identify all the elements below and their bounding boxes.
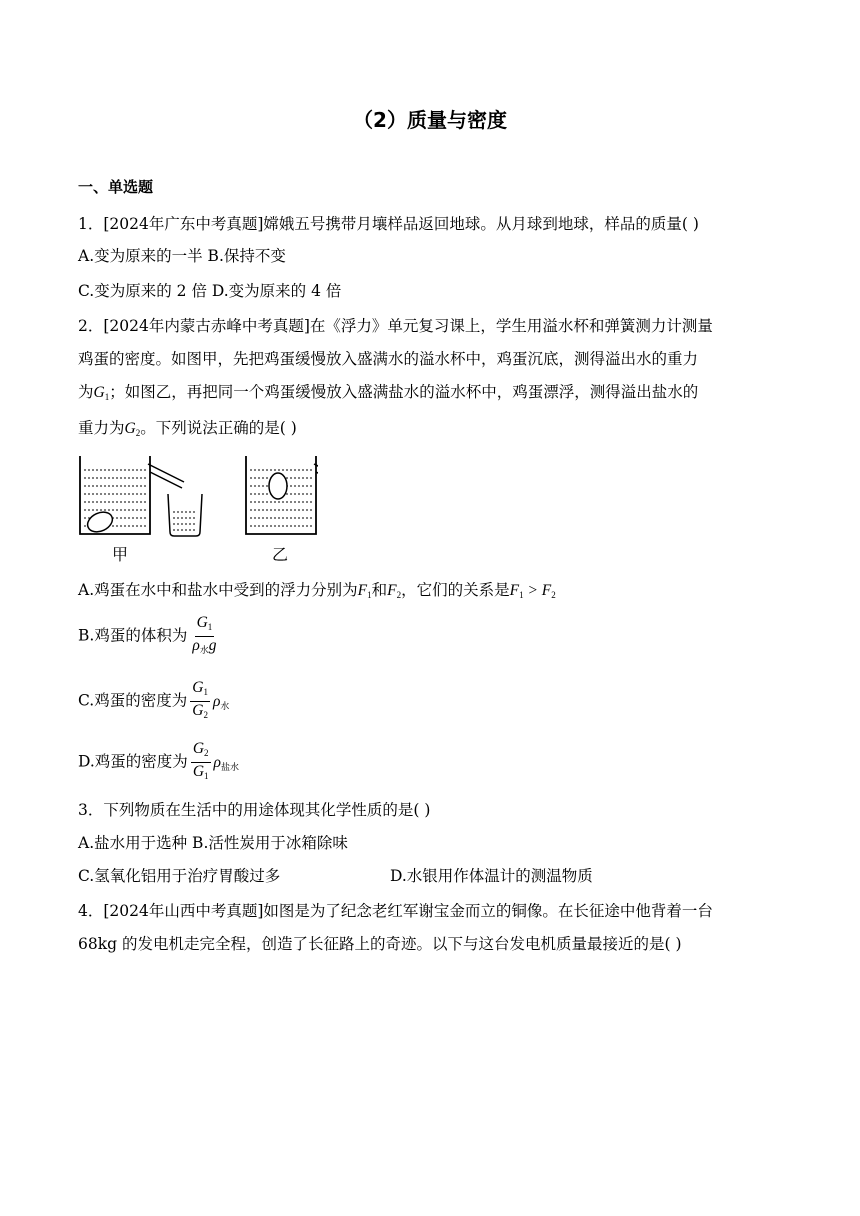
egg-icon [84,508,115,535]
overflow-cup-diagram [78,452,318,564]
q3-options-ab: A.盐水用于选种 B.活性炭用于冰箱除味 [78,834,348,852]
q2-stem-line1: 2．[2024年内蒙古赤峰中考真题]在《浮力》单元复习课上，学生用溢水杯和弹簧测力计测量 [78,317,713,335]
overflow-cup-jia [80,456,202,536]
fraction: $\frac{G_1}{G_2}$ [192,679,208,720]
q2-option-c: C.鸡蛋的密度为 $\frac{G_1}{G_2}$ $\rho_水$ [78,679,229,724]
page-title: （2）质量与密度 [353,108,507,132]
q1-stem: 1．[2024年广东中考真题]嫦娥五号携带月壤样品返回地球。从月球到地球，样品的质量( ) [78,215,699,233]
q3-option-d: D.水银用作体温计的测温物质 [390,867,593,885]
q2-option-d: D.鸡蛋的密度为 $\frac{G_2}{G_1}$ $\rho_{盐水}$ [78,740,239,785]
q2-stem-line2: 鸡蛋的密度。如图甲，先把鸡蛋缓慢放入盛满水的溢水杯中，鸡蛋沉底，测得溢出水的重力 [78,350,699,368]
figure-label-jia: 甲 [112,545,129,564]
egg-icon [269,473,287,499]
overflow-cup-yi [246,456,318,536]
q2-stem-line4: 重力为$G_2$。下列说法正确的是( ) [78,419,297,438]
q1-options-ab: A.变为原来的一半 B.保持不变 [78,247,286,265]
q2-option-a: A.鸡蛋在水中和盐水中受到的浮力分别为$F_1$和$F_2$，它们的关系是$F_1 > F_2$ [78,581,556,600]
q4-stem-line1: 4．[2024年山西中考真题]如图是为了纪念老红军谢宝金而立的铜像。在长征途中他背着一台 [78,902,713,920]
q2-stem-line3: 为$G_1$；如图乙，再把同一个鸡蛋缓慢放入盛满盐水的溢水杯中，鸡蛋漂浮，测得溢出盐水的 [78,383,699,402]
fraction: $\frac{G_1}{\rho_水g}$ [192,614,217,655]
q3-option-c: C.氢氧化铝用于治疗胃酸过多 [78,867,281,885]
fraction: $\frac{G_2}{G_1}$ [192,740,209,781]
q2-option-b: B.鸡蛋的体积为 $\frac{G_1}{\rho_水g}$ [78,614,222,659]
overflow-cup-figure [78,452,318,568]
figure-label-yi: 乙 [272,545,289,564]
q4-stem-line2: 68kg 的发电机走完全程，创造了长征路上的奇迹。以下与这台发电机质量最接近的是( ) [78,935,682,953]
section-heading: 一、单选题 [78,178,154,196]
q1-options-cd: C.变为原来的 2 倍 D.变为原来的 4 倍 [78,282,342,300]
q3-stem: 3．下列物质在生活中的用途体现其化学性质的是( ) [78,801,431,819]
